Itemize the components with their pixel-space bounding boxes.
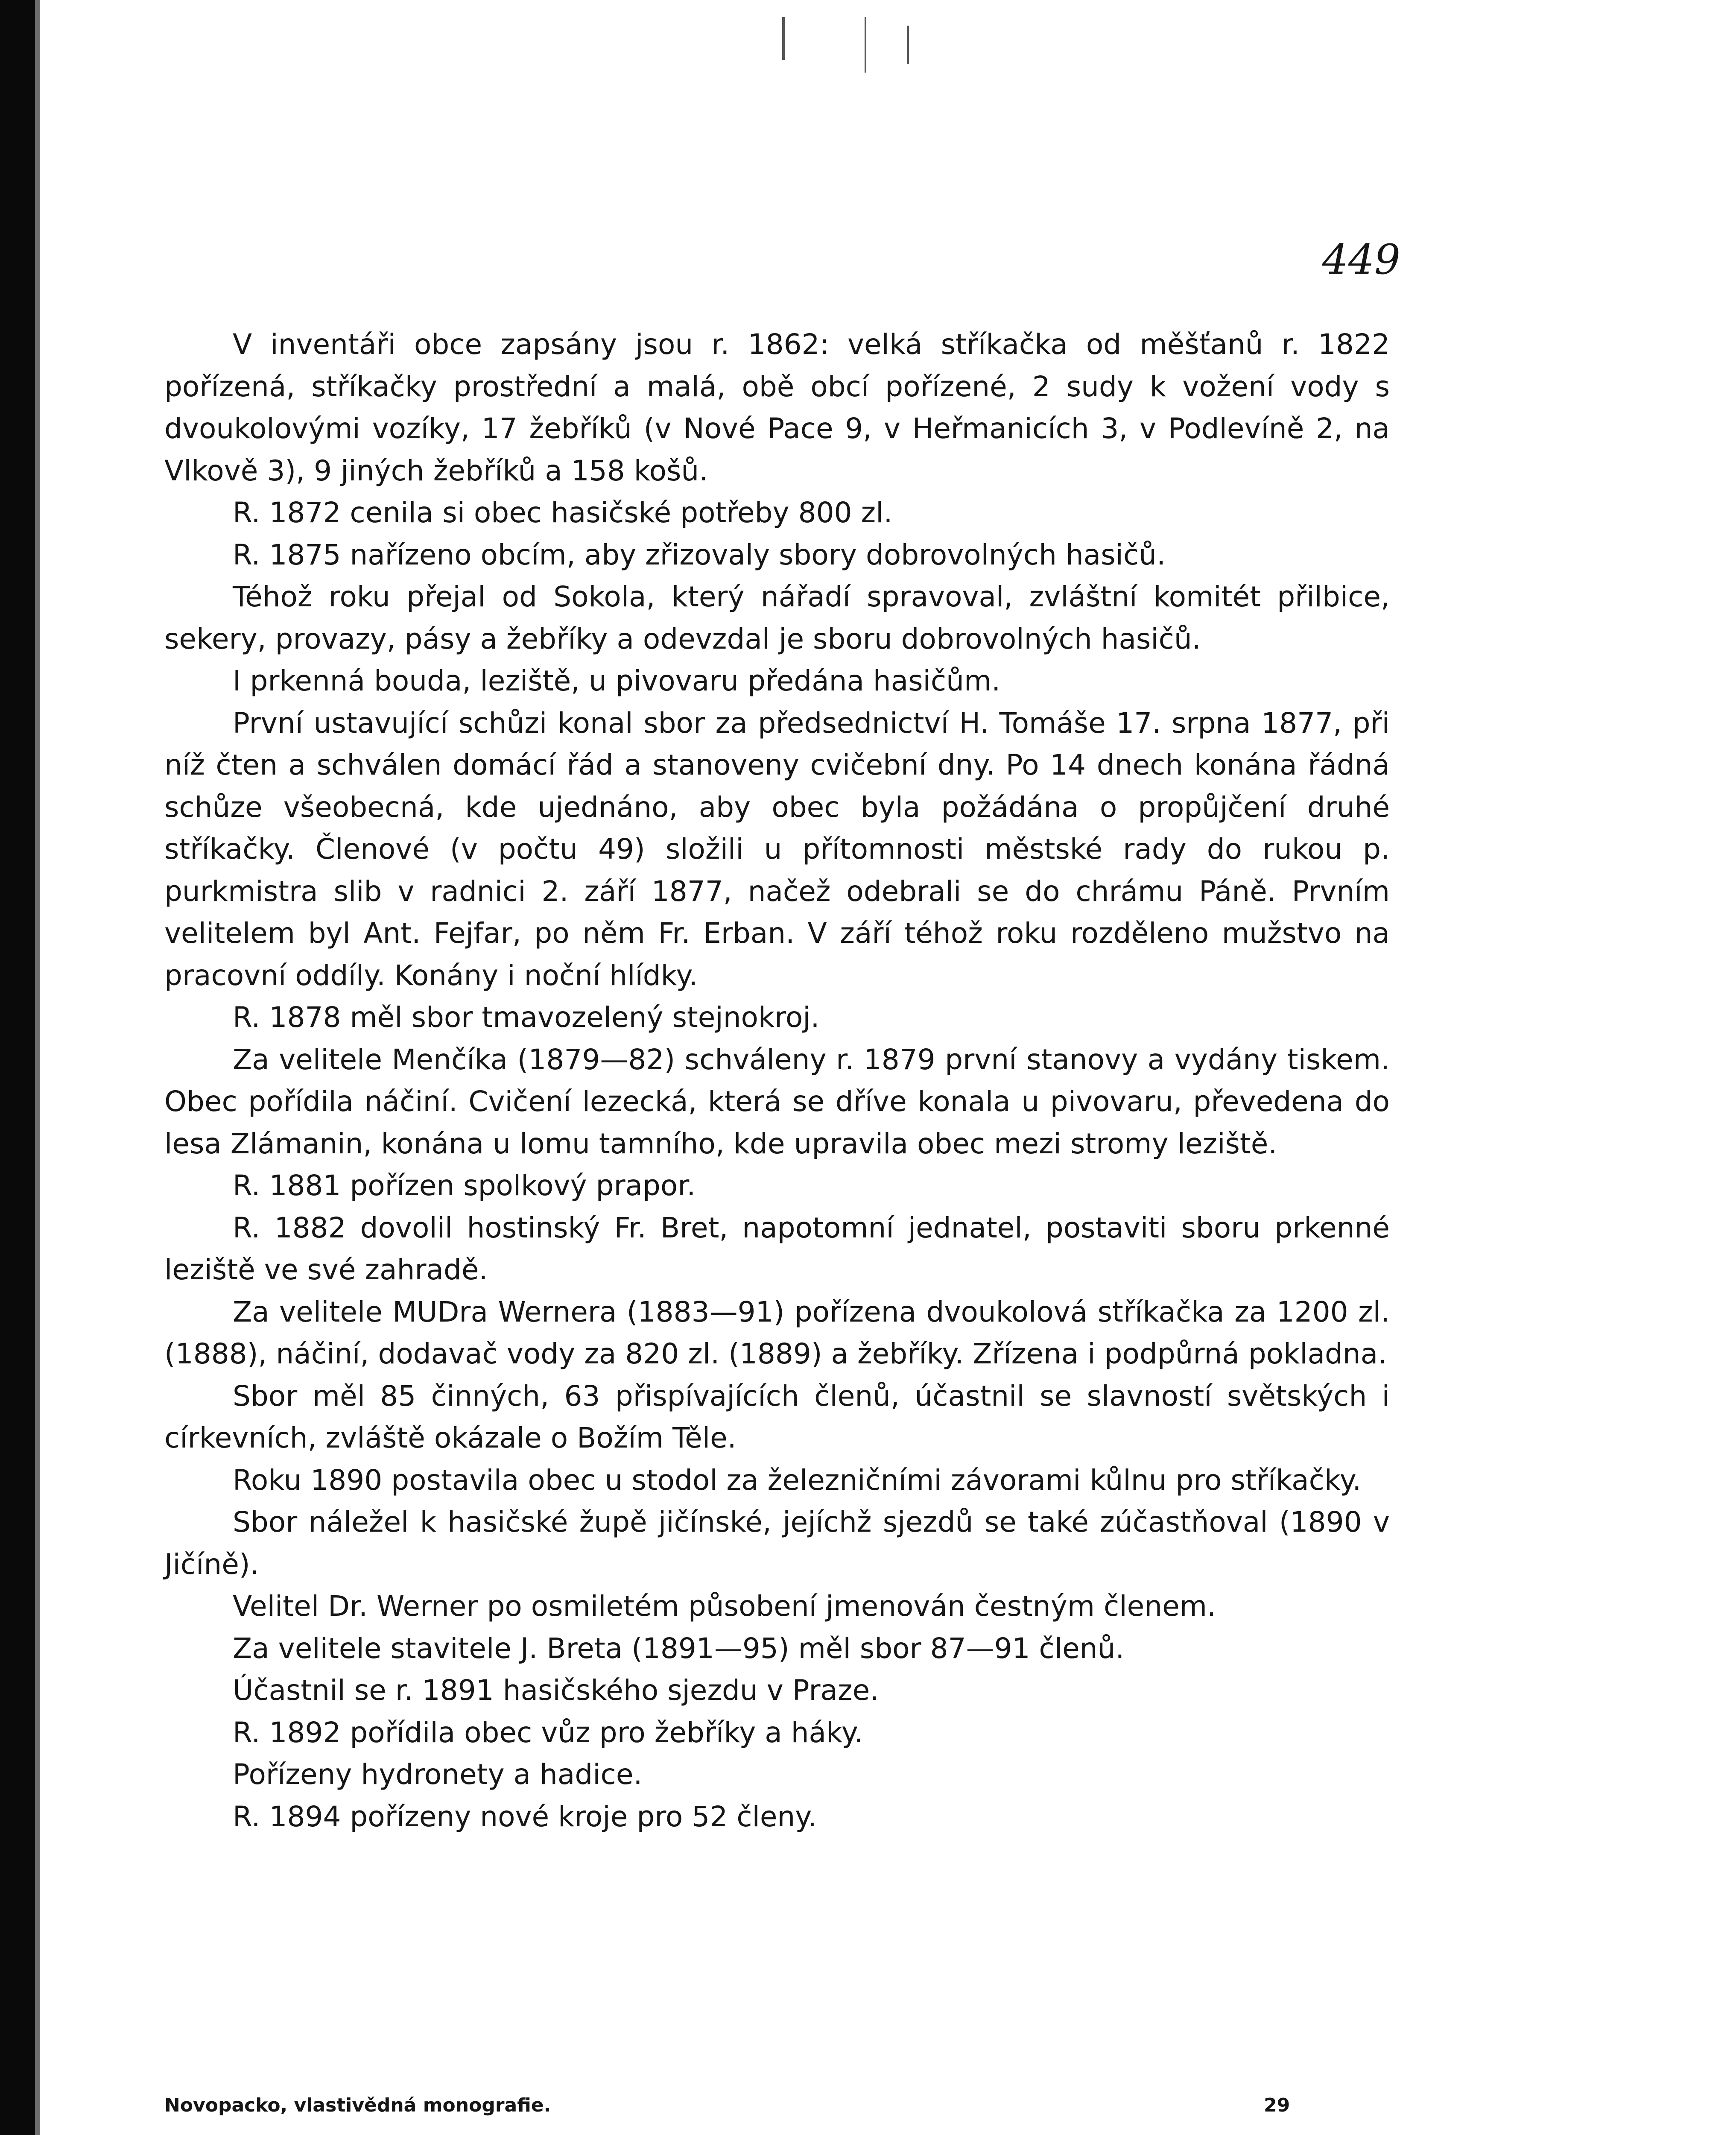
paragraph: Velitel Dr. Werner po osmiletém působení jmenován čestným členem. xyxy=(233,1590,1216,1623)
footer-title: Novopacko, vlastivědná monografie. xyxy=(164,2094,551,2116)
paragraph: Za velitele stavitele J. Breta (1891—95) měl sbor 87—91 členů. xyxy=(233,1632,1125,1665)
paragraph: Účastnil se r. 1891 hasičského sjezdu v Praze. xyxy=(233,1674,879,1707)
paragraph: Roku 1890 postavila obec u stodol za železničními závorami kůlnu pro stříkačky. xyxy=(233,1463,1362,1497)
bleed-mark xyxy=(907,26,909,64)
paragraph: R. 1872 cenila si obec hasičské potřeby 800 zl. xyxy=(233,496,893,529)
paragraph: V inventáři obce zapsány jsou r. 1862: velká stříkačka od měšťanů r. 1822 pořízená, stříkačky prostřední a malá, obě obcí pořízené, 2 sudy k vožení vody s dvoukolovými vozíky, 17 žebříků (v Nové Pace 9, v Heřmanicích 3, v Podlevíně 2, na Vlkově 3), 9 jiných žebříků a 158 košů. xyxy=(164,328,1390,487)
paragraph: R. 1894 pořízeny nové kroje pro 52 členy. xyxy=(233,1800,817,1833)
paragraph: Sbor měl 85 činných, 63 přispívajících členů, účastnil se slavností světských i církevních, zvláště okázale o Božím Těle. xyxy=(164,1379,1390,1454)
binding-edge-shadow xyxy=(35,0,40,2135)
page-number: 449 xyxy=(1322,236,1400,284)
paragraph: R. 1882 dovolil hostinský Fr. Bret, napotomní jednatel, postaviti sboru prkenné leziště ve své zahradě. xyxy=(164,1211,1390,1286)
binding-edge xyxy=(0,0,35,2135)
paragraph: První ustavující schůzi konal sbor za předsednictví H. Tomáše 17. srpna 1877, při níž čten a schválen domácí řád a stanoveny cvičební dny. Po 14 dnech konána řádná schůze všeobecná, kde ujednáno, aby obec byla požádána o propůjčení druhé stříkačky. Členové (v počtu 49) složili u přítomnosti městské rady do rukou p. purkmistra slib v radnici 2. září 1877, načež odebrali se do chrámu Páně. Prvním velitelem byl Ant. Fejfar, po něm Fr. Erban. V září téhož roku rozděleno mužstvo na pracovní oddíly. Konány i noční hlídky. xyxy=(164,706,1390,992)
paragraph: Za velitele MUDra Wernera (1883—91) pořízena dvoukolová stříkačka za 1200 zl. (1888), náčiní, dodavač vody za 820 zl. (1889) a žebříky. Zřízena i podpůrná pokladna. xyxy=(164,1295,1390,1370)
footer-signature-mark: 29 xyxy=(1264,2094,1290,2116)
paragraph: Za velitele Menčíka (1879—82) schváleny r. 1879 první stanovy a vydány tiskem. Obec pořídila náčiní. Cvičení lezecká, která se dříve konala u pivovaru, převedena do lesa Zlámanin, konána u lomu tamního, kde upravila obec mezi stromy leziště. xyxy=(164,1043,1390,1160)
paragraph: Pořízeny hydronety a hadice. xyxy=(233,1758,643,1791)
paragraph: R. 1878 měl sbor tmavozelený stejnokroj. xyxy=(233,1001,820,1034)
paragraph: R. 1892 pořídila obec vůz pro žebříky a háky. xyxy=(233,1716,863,1749)
bleed-mark xyxy=(865,17,866,73)
paragraph: I prkenná bouda, leziště, u pivovaru předána hasičům. xyxy=(233,664,1001,697)
paragraph: Téhož roku přejal od Sokola, který nářadí spravoval, zvláštní komitét přilbice, sekery, provazy, pásy a žebříky a odevzdal je sboru dobrovolných hasičů. xyxy=(164,580,1390,655)
bleed-mark xyxy=(782,17,785,60)
paragraph: R. 1881 pořízen spolkový prapor. xyxy=(233,1169,696,1202)
paragraph: R. 1875 nařízeno obcím, aby zřizovaly sbory dobrovolných hasičů. xyxy=(233,538,1166,571)
paragraph: Sbor náležel k hasičské župě jičínské, jejíchž sjezdů se také zúčastňoval (1890 v Jičíně). xyxy=(164,1506,1390,1581)
body-text xyxy=(164,324,1390,1838)
